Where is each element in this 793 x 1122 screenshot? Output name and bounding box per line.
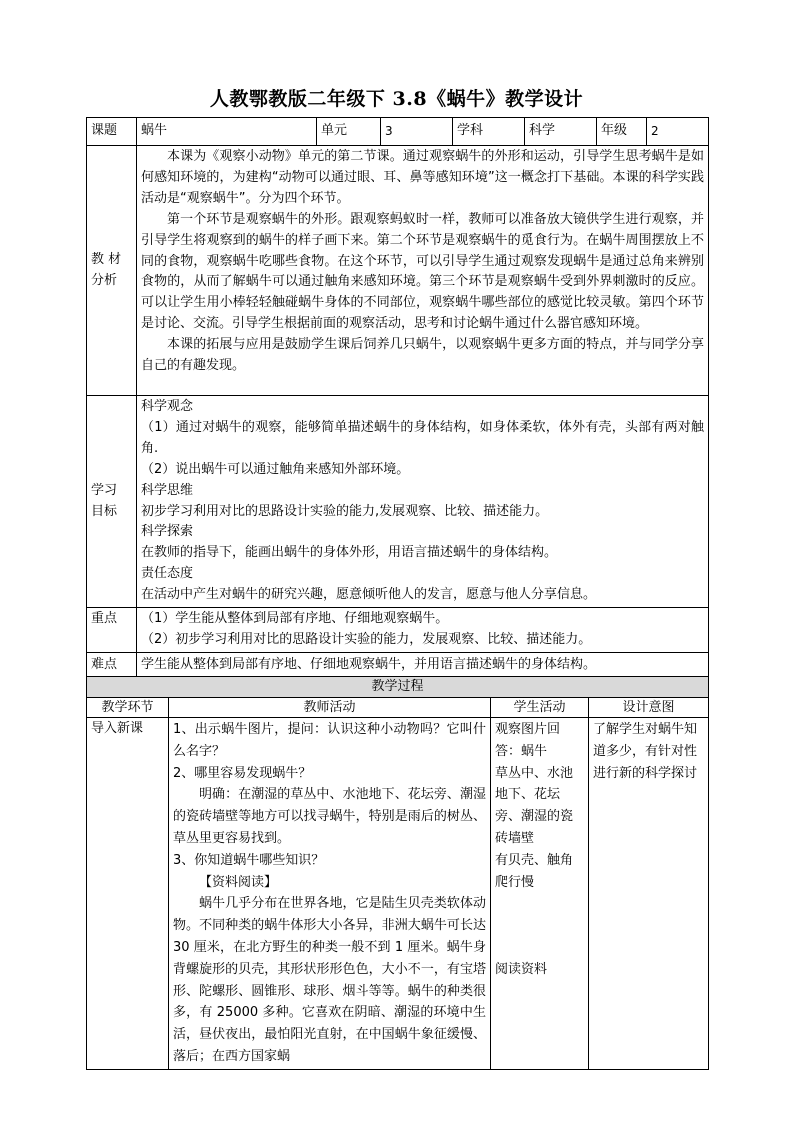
- objectives-content: [137, 396, 709, 608]
- design-intent: 了解学生对蜗牛知道多少，有针对性进行新的科学探讨: [589, 718, 709, 1070]
- teacher-activity: [169, 718, 491, 1070]
- topic-value: 蜗牛: [137, 118, 317, 146]
- teacher-line: 【资料阅读】: [199, 874, 278, 890]
- difficulty-label: 难点: [87, 652, 137, 678]
- objective-line: 初步学习利用对比的思路设计实验的能力,发展观察、比较、描述能力。: [141, 503, 549, 519]
- objective-line: 科学思维: [141, 482, 194, 498]
- analysis-label-line-2: 分析: [91, 272, 118, 288]
- student-line: 阅读资料: [495, 962, 548, 978]
- analysis-label: [87, 146, 137, 396]
- header-stage: 教学环节: [87, 698, 169, 718]
- subject-label: 学科: [453, 118, 525, 146]
- unit-value: 3: [381, 118, 453, 146]
- subject-value: 科学: [525, 118, 597, 146]
- teacher-line: 明确：在潮湿的草丛中、水池地下、花坛旁、潮湿的瓷砖墙壁等地方可以找寻蜗牛，特别是雨后的树丛、草丛里更容易找到。: [173, 787, 486, 846]
- objectives-label: [87, 396, 137, 608]
- unit-label: 单元: [317, 118, 381, 146]
- analysis-paragraph: 本课的拓展与应用是鼓励学生课后饲养几只蜗牛，以观察蜗牛更多方面的特点，并与同学分享自己的有趣发现。: [141, 337, 704, 374]
- objectives-label-line-2: 目标: [91, 503, 118, 519]
- teacher-line: 2、哪里容易发现蜗牛？: [173, 765, 312, 781]
- info-row: [87, 118, 709, 146]
- teacher-line: 1、出示蜗牛图片，提问：认识这种小动物吗？它叫什么名字？: [173, 722, 486, 759]
- difficulty-content: 学生能从整体到局部有序地、仔细地观察蜗牛，并用语言描述蜗牛的身体结构。: [137, 652, 709, 678]
- grade-label: 年级: [597, 118, 647, 146]
- key-point-line: （2）初步学习利用对比的思路设计实验的能力，发展观察、比较、描述能力。: [141, 631, 592, 647]
- process-title-row: [87, 677, 709, 698]
- key-points-content: [137, 608, 709, 653]
- objective-line: 科学观念: [141, 399, 194, 414]
- lesson-info-table: [86, 117, 709, 679]
- stage-cell: 导入新课: [87, 718, 169, 1070]
- analysis-row: [87, 146, 709, 396]
- analysis-label-line-1: 教 材: [91, 251, 122, 267]
- analysis-paragraph: 本课为《观察小动物》单元的第二节课。通过观察蜗牛的外形和运动，引导学生思考蜗牛是如何感知环境的，为建构“动物可以通过眼、耳、鼻等感知环境”这一概念打下基础。本课的科学实践活动是“观察蜗牛”。分为四个环节。: [141, 149, 704, 206]
- grade-value: 2: [647, 118, 709, 146]
- process-header-row: [87, 698, 709, 718]
- objective-line: 科学探索: [141, 524, 194, 540]
- topic-label: 课题: [87, 118, 137, 146]
- objective-line: （1）通过对蜗牛的观察，能够简单描述蜗牛的身体结构，如身体柔软，体外有壳，头部有两对触角.: [141, 419, 704, 456]
- teacher-line: 蜗牛几乎分布在世界各地，它是陆生贝壳类软体动物。不同种类的蜗牛体形大小各异，非洲大蜗牛可长达 30 厘米，在北方野生的种类一般不到 1 厘米。蜗牛身背螺旋形的贝壳，其形状形形色色，大小不一，有宝塔形、陀螺形、圆锥形、球形、烟斗等等。蜗牛的种类很多，有 25000 多种。它喜欢在阴暗、潮湿的环境中生活，昼伏夜出，最怕阳光直射，在中国蜗牛象征缓慢、落后；在西方国家蜗: [173, 896, 486, 1064]
- teacher-line: 3、你知道蜗牛哪些知识？: [173, 852, 325, 868]
- header-student: 学生活动: [491, 698, 589, 718]
- objective-line: 在活动中产生对蜗牛的研究兴趣，愿意倾听他人的发言，愿意与他人分享信息。: [141, 587, 597, 603]
- process-title: 教学过程: [87, 677, 709, 698]
- teaching-process-table: [86, 676, 709, 1070]
- objective-line: 在教师的指导下，能画出蜗牛的身体外形，用语言描述蜗牛的身体结构。: [141, 545, 558, 561]
- student-activity: [491, 718, 589, 1070]
- student-line: 草丛中、水池地下、花坛旁、潮湿的瓷砖墙壁: [495, 765, 574, 846]
- key-points-label: 重点: [87, 608, 137, 653]
- student-line: 有贝壳、触角爬行慢: [495, 852, 574, 890]
- key-points-row: [87, 608, 709, 653]
- objective-line: （2）说出蜗牛可以通过触角来感知外部环境。: [141, 461, 410, 477]
- student-line: 观察图片回答：蜗牛: [495, 722, 561, 759]
- analysis-paragraph: 第一个环节是观察蜗牛的外形。跟观察蚂蚁时一样，教师可以准备放大镜供学生进行观察，并引导学生将观察到的蜗牛的样子画下来。第二个环节是观察蜗牛的觅食行为。在蜗牛周围摆放上不同的食物，观察蜗牛吃哪些食物。在这个环节，可以引导学生通过观察发现蜗牛是通过总角来辨别食物的，从而了解蜗牛可以通过触角来感知环境。第三个环节是观察蜗牛受到外界刺激时的反应。可以让学生用小棒轻轻触碰蜗牛身体的不同部位，观察蜗牛哪些部位的感觉比较灵敏。第四个环节是讨论、交流。引导学生根据前面的观察活动，思考和讨论蜗牛通过什么器官感知环境。: [141, 211, 704, 332]
- header-teacher: 教师活动: [169, 698, 491, 718]
- difficulty-row: [87, 652, 709, 678]
- key-point-line: （1）学生能从整体到局部有序地、仔细地观察蜗牛。: [141, 611, 449, 627]
- objective-line: 责任态度: [141, 566, 194, 582]
- header-intent: 设计意图: [589, 698, 709, 718]
- analysis-content: [137, 146, 709, 396]
- objectives-row: [87, 396, 709, 608]
- objectives-label-line-1: 学习: [91, 482, 118, 498]
- process-row-intro: [87, 718, 709, 1070]
- page-title: 人教鄂教版二年级下 3.8《蜗牛》教学设计: [209, 88, 584, 110]
